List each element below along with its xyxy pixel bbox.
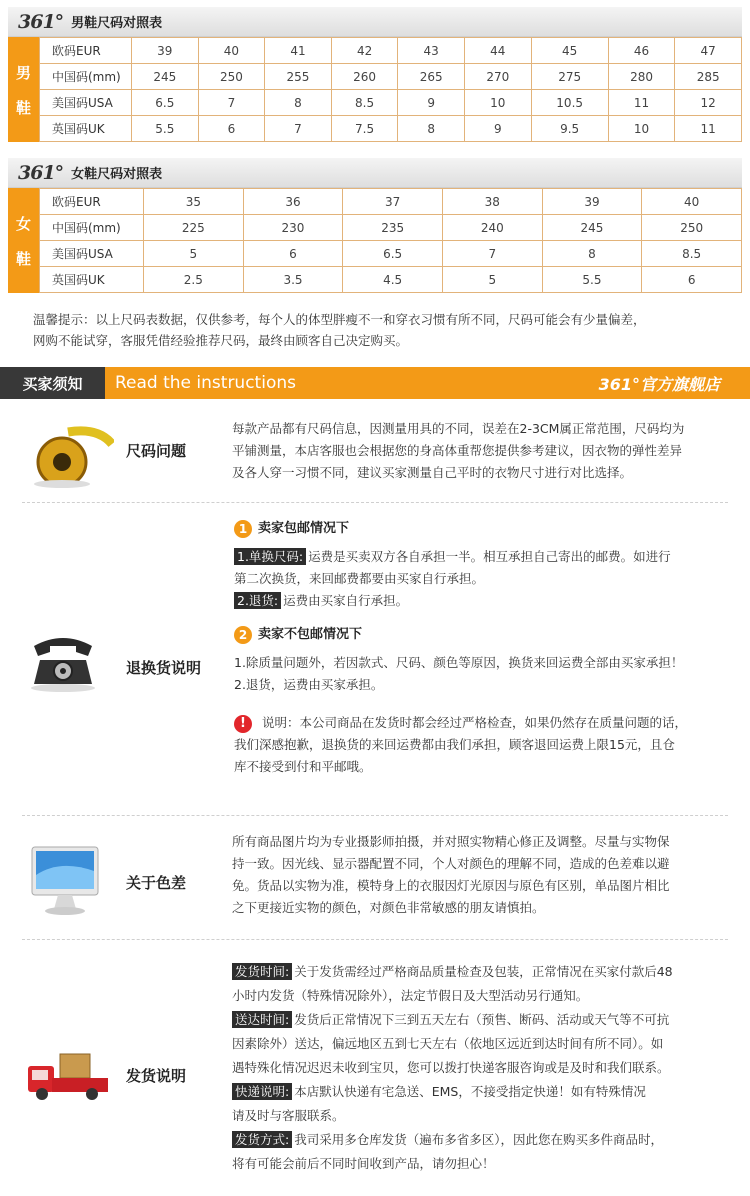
table-cell: 6.5	[343, 241, 443, 267]
table-cell: 250	[198, 64, 265, 90]
men-chart-title: 男鞋尺码对照表	[71, 16, 163, 31]
returns-note: ! 说明：本公司商品在发货时都会经过严格检查，如果仍然存在质量问题的话， 我们深感抱歉，退换货的来回运费都由我们承担，顾客退回运费上限15元，且仓 库不接受到付和平邮哦。	[234, 715, 688, 774]
table-cell: 9	[464, 116, 531, 142]
women-size-table	[39, 188, 742, 293]
section-color-text: 所有商品图片均为专业摄影师拍摄，并对照实物精心修正及调整。尽量与实物保 持一致。因光线、显示器配置不同，个人对颜色的理解不同，造成的色差难以避 免。货品以实物为准，模特身上的衣服因灯光原因与原色有区别，单品图片相比 之下更接近实物的颜色，对颜色非常敏感的朋友请慎拍。	[232, 834, 670, 915]
row-label: 中国码(mm)	[40, 64, 132, 90]
table-cell: 12	[675, 90, 742, 116]
table-cell: 225	[144, 215, 244, 241]
table-cell: 3.5	[243, 267, 343, 293]
table-cell: 8	[398, 116, 465, 142]
table-cell: 11	[608, 90, 675, 116]
table-row	[40, 38, 742, 64]
table-cell: 6	[198, 116, 265, 142]
divider	[22, 939, 728, 940]
section-shipping-text: 发货时间: 关于发货需经过严格商品质量检查及包装，正常情况在买家付款后48 小时内发货（特殊情况除外），法定节假日及大型活动另行通知。 送达时间: 发货后正常情况下三到五天左右（预售、断码、活动或天气等不可抗 因素除外）送达，偏远地区五到七天左右（依地区远近到达时间有所不同）。如 遇特殊化情况迟迟未收到宝贝，您可以拨打快递客服咨询或是及时和我们联系。 快递说明: 本店默认快递有宅急送、EMS，不接受指定快递！如有特殊情况 请及时与客服联系。 发货方式: 我司采用多仓库发货（遍布多省多区），因此您在购买多件商品时， 将有可能会前后不同时间收到产品，请勿担心！	[232, 964, 673, 1171]
section-returns-label: 退换货说明	[126, 659, 202, 677]
table-cell: 39	[542, 189, 642, 215]
section-size	[0, 410, 750, 505]
table-cell: 40	[642, 189, 742, 215]
row-label: 美国码USA	[40, 241, 144, 267]
table-cell: 8	[542, 241, 642, 267]
table-row	[40, 267, 742, 293]
row-label: 欧码EUR	[40, 189, 144, 215]
table-cell: 8	[265, 90, 332, 116]
table-cell: 265	[398, 64, 465, 90]
table-cell: 5.5	[132, 116, 199, 142]
table-cell: 2.5	[144, 267, 244, 293]
table-cell: 245	[542, 215, 642, 241]
table-row	[40, 215, 742, 241]
returns-subhead-free-shipping: 1 卖家包邮情况下	[234, 518, 742, 540]
table-cell: 9	[398, 90, 465, 116]
delivery-truck-icon	[26, 1050, 112, 1108]
notice-title: 买家须知	[0, 367, 105, 399]
table-cell: 5	[442, 267, 542, 293]
table-cell: 46	[608, 38, 675, 64]
table-cell: 35	[144, 189, 244, 215]
table-cell: 280	[608, 64, 675, 90]
table-row	[40, 241, 742, 267]
table-cell: 255	[265, 64, 332, 90]
table-cell: 7	[198, 90, 265, 116]
divider	[22, 502, 728, 503]
row-label: 美国码USA	[40, 90, 132, 116]
tape-measure-icon	[28, 422, 114, 496]
table-cell: 45	[531, 38, 608, 64]
table-cell: 9.5	[531, 116, 608, 142]
section-returns-text: 1 卖家包邮情况下 1.单换尺码: 运费是买卖双方各自承担一半。相互承担自己寄出的邮费。如进行 第二次换货，来回邮费都要由买家自行承担。 2.退货: 运费由买家自行承担。 2 卖家不包邮情况下 1.除质量问题外，若因款式、尺码、颜色等原因，换货来回运费全部由买家承担！ 2.退货，运费由买家承担。 ! 说明：本公司商品在发货时都会经过严格检查，如果仍然存在质量问题的话， 我们深感抱歉，退换货的来回运费都由我们承担，顾客退回运费上限15元，且仓 库不接受到付和平邮哦。	[234, 518, 742, 778]
men-size-chart	[8, 7, 742, 142]
table-cell: 10	[608, 116, 675, 142]
table-cell: 275	[531, 64, 608, 90]
women-size-chart	[8, 158, 742, 293]
men-gender-tag: 男 鞋	[8, 37, 39, 142]
table-cell: 245	[132, 64, 199, 90]
row-label: 英国码UK	[40, 267, 144, 293]
table-cell: 10.5	[531, 90, 608, 116]
section-returns	[0, 512, 750, 812]
notice-subtitle: Read the instructions	[115, 373, 296, 393]
table-cell: 36	[243, 189, 343, 215]
table-cell: 6	[243, 241, 343, 267]
table-cell: 37	[343, 189, 443, 215]
men-chart-header	[8, 7, 742, 37]
table-cell: 270	[464, 64, 531, 90]
table-cell: 10	[464, 90, 531, 116]
table-cell: 4.5	[343, 267, 443, 293]
row-label: 中国码(mm)	[40, 215, 144, 241]
table-row	[40, 189, 742, 215]
table-cell: 260	[331, 64, 398, 90]
brand-logo: 361°	[18, 10, 64, 33]
store-logo: 361°官方旗舰店	[598, 374, 720, 394]
warning-icon: !	[234, 715, 252, 733]
table-cell: 240	[442, 215, 542, 241]
table-cell: 5.5	[542, 267, 642, 293]
table-cell: 41	[265, 38, 332, 64]
section-shipping	[0, 950, 750, 1190]
table-cell: 43	[398, 38, 465, 64]
table-cell: 7	[442, 241, 542, 267]
table-cell: 44	[464, 38, 531, 64]
women-chart-header	[8, 158, 742, 188]
table-cell: 40	[198, 38, 265, 64]
divider	[22, 815, 728, 816]
table-cell: 230	[243, 215, 343, 241]
size-tip: 温馨提示：以上尺码表数据，仅供参考，每个人的体型胖瘦不一和穿衣习惯有所不同，尺码可能会有少量偏差， 网购不能试穿，客服凭借经验推荐尺码，最终由顾客自己决定购买。	[33, 312, 646, 348]
section-color	[0, 825, 750, 935]
table-cell: 7	[265, 116, 332, 142]
table-cell: 5	[144, 241, 244, 267]
table-cell: 6.5	[132, 90, 199, 116]
table-cell: 38	[442, 189, 542, 215]
table-cell: 11	[675, 116, 742, 142]
row-label: 欧码EUR	[40, 38, 132, 64]
men-size-table	[39, 37, 742, 142]
women-gender-tag: 女 鞋	[8, 188, 39, 293]
table-cell: 285	[675, 64, 742, 90]
table-cell: 39	[132, 38, 199, 64]
table-row	[40, 90, 742, 116]
telephone-icon	[28, 632, 98, 698]
row-label: 英国码UK	[40, 116, 132, 142]
table-cell: 8.5	[331, 90, 398, 116]
brand-logo: 361°	[18, 161, 64, 184]
section-color-label: 关于色差	[126, 874, 187, 892]
monitor-icon	[30, 845, 100, 921]
table-cell: 235	[343, 215, 443, 241]
returns-subhead-no-free-shipping: 2 卖家不包邮情况下	[234, 624, 742, 646]
section-size-text: 每款产品都有尺码信息，因测量用具的不同，误差在2-3CM属正常范围，尺码均为 平铺测量，本店客服也会根据您的身高体重帮您提供参考建议，因衣物的弹性差异 及各人穿一习惯不同，建议买家测量自己平时的衣物尺寸进行对比选择。	[232, 421, 685, 480]
table-cell: 42	[331, 38, 398, 64]
buyer-notice-bar	[0, 367, 750, 399]
table-row	[40, 116, 742, 142]
table-cell: 7.5	[331, 116, 398, 142]
women-chart-title: 女鞋尺码对照表	[71, 167, 163, 182]
table-cell: 8.5	[642, 241, 742, 267]
section-shipping-label: 发货说明	[126, 1067, 187, 1085]
table-cell: 47	[675, 38, 742, 64]
table-cell: 6	[642, 267, 742, 293]
table-cell: 250	[642, 215, 742, 241]
table-row	[40, 64, 742, 90]
section-size-label: 尺码问题	[126, 442, 187, 460]
